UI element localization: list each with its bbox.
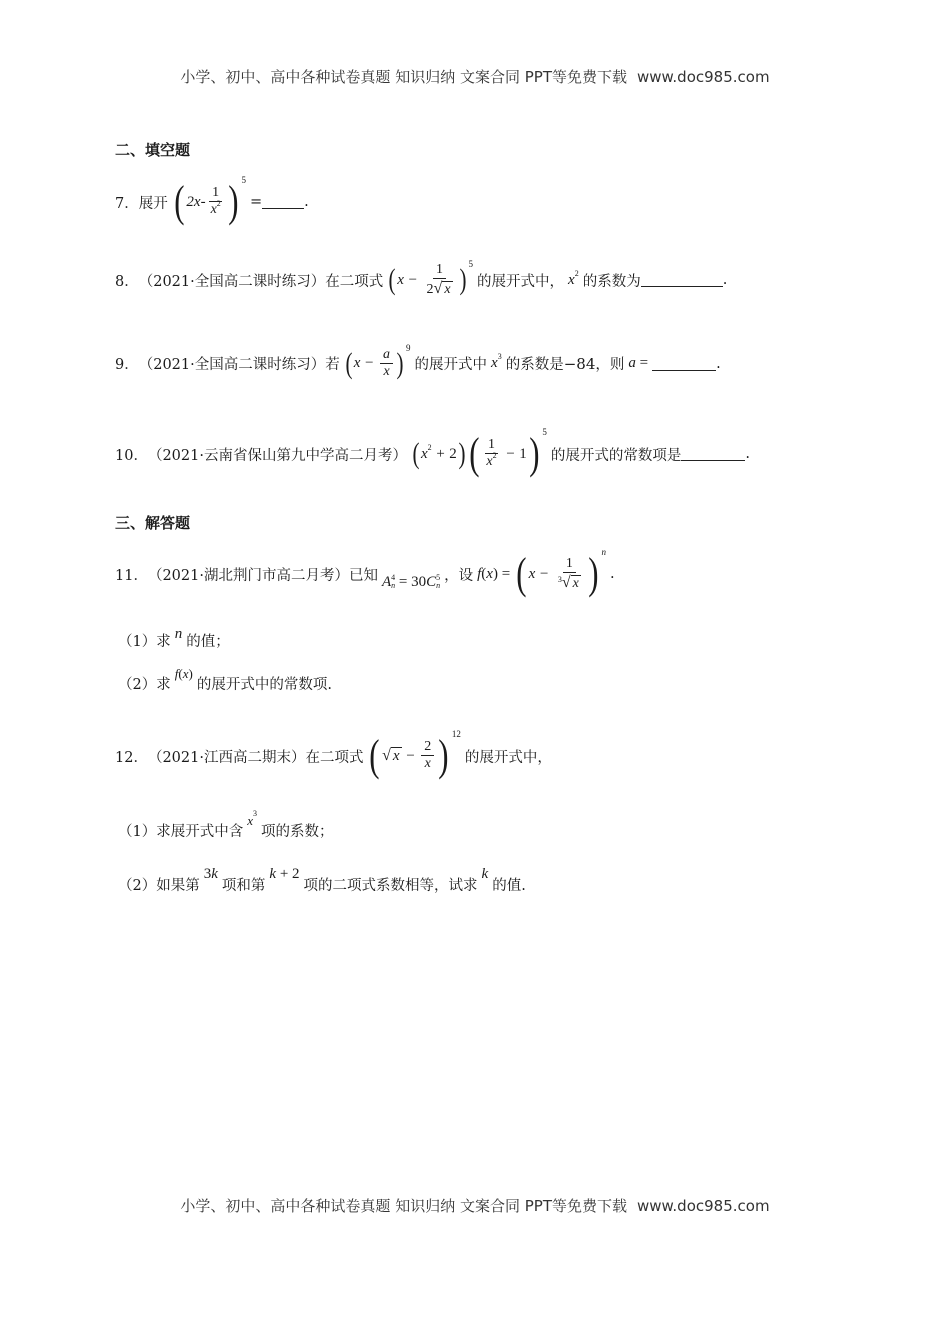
- q12-p1-pre: （1）求展开式中含: [118, 824, 244, 840]
- q10-source: （2021·云南省保山第九中学高二月考）: [147, 447, 407, 464]
- q12-part-2: [118, 866, 526, 895]
- q11-part-1: [118, 626, 230, 651]
- q9-end: .: [716, 355, 721, 372]
- q12-p2-k: k: [481, 866, 489, 882]
- question-11: [115, 547, 615, 598]
- question-8: [115, 259, 728, 299]
- q12-formula: ( √ x − $\frac{2}{x}$ ) 12: [369, 729, 461, 780]
- q11-end: .: [610, 566, 615, 582]
- q9-value: −84: [563, 354, 596, 373]
- q12-mid: 的展开式中，: [464, 749, 552, 766]
- q12-p2-end: 的值.: [492, 878, 526, 894]
- q11-p2-func: f ( x ): [174, 665, 193, 681]
- question-7: [115, 175, 309, 226]
- q8-term: x 2: [568, 268, 579, 288]
- footer-text: 小学、初中、高中各种试卷真题 知识归纳 文案合同 PPT等免费下载: [180, 1197, 627, 1215]
- q9-term: x 3: [491, 352, 502, 372]
- q11-mid: ，设: [444, 567, 474, 584]
- q10-answer-blank[interactable]: [681, 447, 745, 461]
- header-banner: [0, 66, 950, 87]
- q10-mid: 的展开式的常数项是: [550, 447, 682, 464]
- q8-end: .: [722, 272, 728, 289]
- q12-part-1: [118, 809, 334, 841]
- q7-number: 7．: [115, 195, 139, 212]
- q9-mid2: 的系数是: [505, 357, 564, 374]
- q10-number: 10．: [115, 447, 148, 464]
- q12-p2-k-plus-2: k + 2: [269, 866, 300, 882]
- q12-p2-mid: 项和第: [221, 878, 266, 894]
- q8-source: （2021·全国高二课时练习）在二项式: [138, 273, 384, 290]
- q10-formula: ( x 2 + 2 ) ( $\frac{1}{x^2}$ − 1 ) 5: [412, 427, 547, 478]
- q12-number: 12．: [115, 749, 148, 766]
- q12-p1-post: 项的系数；: [261, 824, 334, 840]
- q11-p1-pre: （1）求: [118, 634, 171, 650]
- section-solve: 三、解答题: [115, 514, 191, 532]
- q12-p2-pre: （2）如果第: [118, 878, 200, 894]
- q9-formula: ( x − $\frac{a}{x}$ ) 9: [345, 342, 411, 380]
- q12-p2-mid2: 项的二项式系数相等，试求: [303, 878, 478, 894]
- q12-p2-3k: 3 k: [203, 866, 218, 882]
- header-site-link[interactable]: www.doc985.com: [636, 68, 770, 86]
- question-9: [115, 342, 721, 381]
- q9-equals: =: [639, 355, 649, 372]
- q7-pre: 展开: [138, 195, 168, 212]
- q9-number: 9．: [115, 357, 139, 374]
- q8-number: 8．: [115, 273, 139, 290]
- q9-answer-blank[interactable]: [652, 357, 716, 371]
- q7-end: .: [304, 194, 309, 210]
- q11-p1-post: 的值；: [186, 634, 230, 650]
- q12-source: （2021·江西高二期末）在二项式: [147, 749, 364, 766]
- footer-site-link[interactable]: www.doc985.com: [636, 1197, 770, 1215]
- q9-mid: 的展开式中: [414, 357, 488, 374]
- header-text: 小学、初中、高中各种试卷真题 知识归纳 文案合同 PPT等免费下载: [180, 68, 627, 86]
- q8-answer-blank[interactable]: [641, 273, 723, 287]
- q8-formula: ( x − $\frac{1}{2√ x}$ ) 5: [388, 259, 474, 298]
- q11-number: 11．: [115, 567, 148, 584]
- q7-equals: =: [249, 194, 263, 210]
- q12-p1-term: x 3: [247, 809, 258, 828]
- section-fill-in: 二、填空题: [115, 141, 191, 159]
- q10-end: .: [745, 446, 751, 462]
- q8-mid: 的展开式中，: [477, 273, 565, 290]
- q11-source: （2021·湖北荆门市高二月考）已知: [147, 567, 378, 584]
- q7-formula: ( 2 x - $\frac{1}{x^2}$ ) 5: [173, 175, 246, 226]
- q11-p2-post: 的展开式中的常数项.: [196, 677, 332, 693]
- q7-answer-blank[interactable]: [262, 195, 304, 209]
- q9-source: （2021·全国高二课时练习）若: [138, 357, 340, 374]
- q8-mid2: 的系数为: [582, 273, 641, 290]
- q9-mid3: ，则: [595, 357, 625, 374]
- footer-banner: [0, 1195, 950, 1216]
- question-12: [115, 729, 552, 780]
- q11-p2-pre: （2）求: [118, 677, 171, 693]
- question-10: [115, 427, 751, 478]
- q11-condition: A 4 n = 30 C 5 n: [381, 573, 441, 590]
- q11-part-2: [118, 665, 332, 694]
- q11-function: f ( x ) = ( x − $\frac{1}{^3√ x}$ ) n: [477, 547, 607, 598]
- q9-var-a: a =: [628, 355, 649, 372]
- q11-p1-var: n: [174, 626, 183, 642]
